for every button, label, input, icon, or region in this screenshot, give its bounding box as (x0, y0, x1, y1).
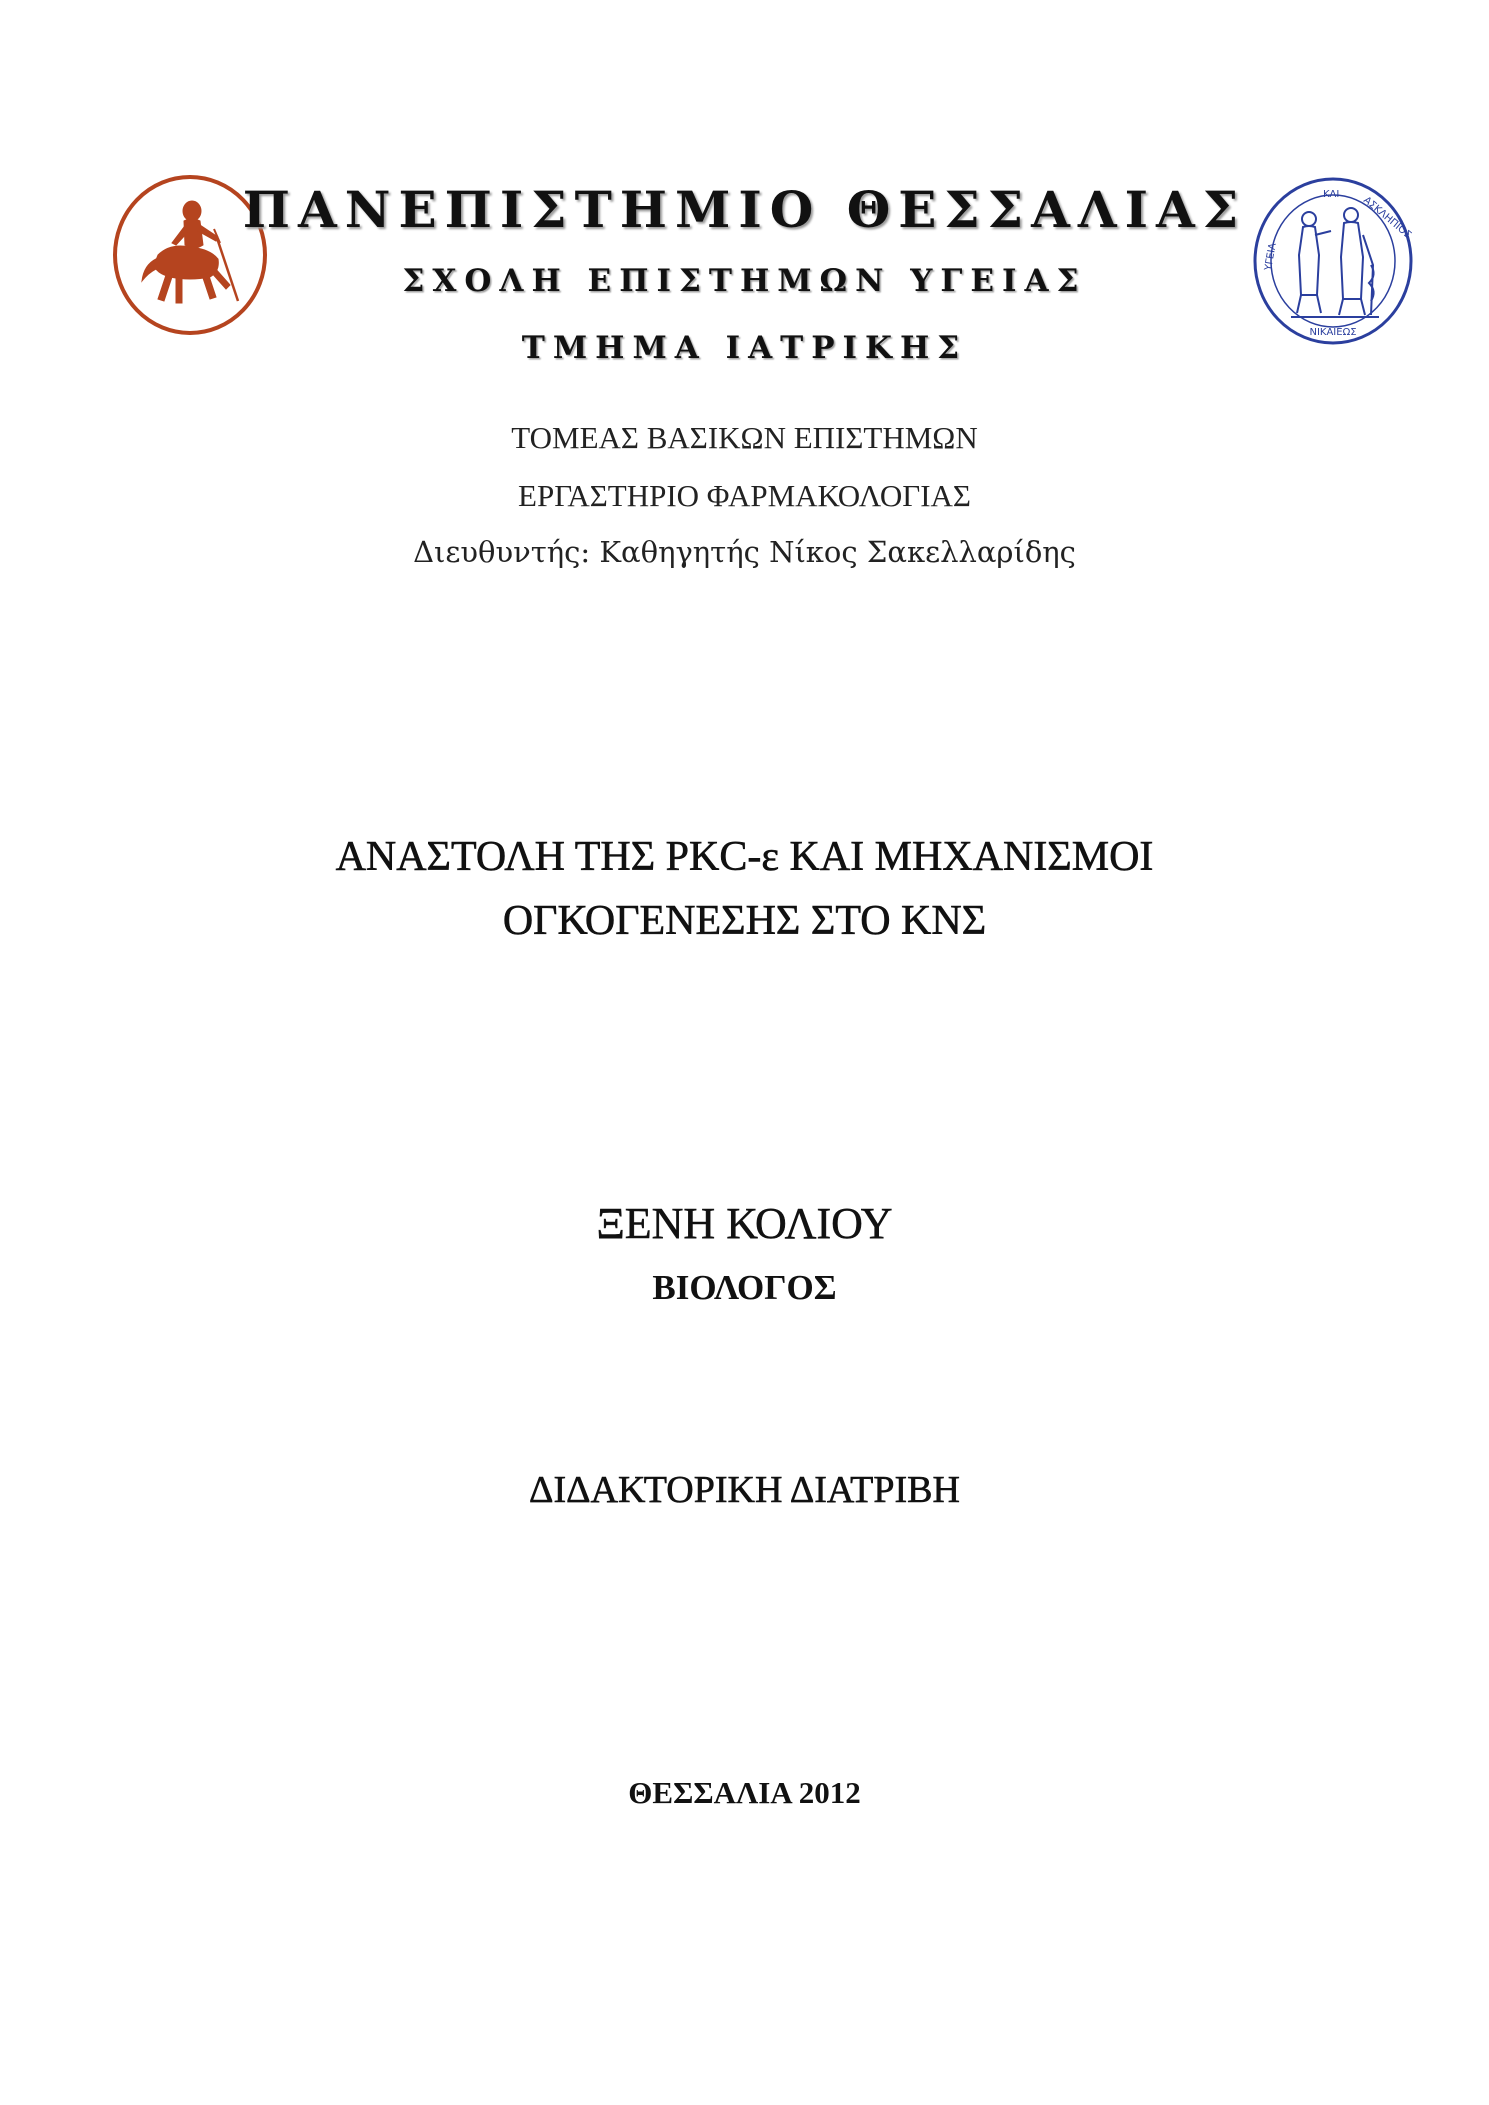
thesis-title-line-1: ΑΝΑΣΤΟΛΗ ΤΗΣ PKC-ε ΚΑΙ ΜΗΧΑΝΙΣΜΟΙ (335, 834, 1154, 880)
svg-text:ΥΓΕΙΑ: ΥΓΕΙΑ (1263, 242, 1279, 272)
svg-text:ΚΑΙ: ΚΑΙ (1323, 189, 1340, 200)
sector-name: ΤΟΜΕΑΣ ΒΑΣΙΚΩΝ ΕΠΙΣΤΗΜΩΝ (511, 420, 978, 455)
director-line: Διευθυντής: Καθηγητής Νίκος Σακελλαρίδης (413, 535, 1076, 569)
svg-text:ΝΙΚΑΙΕΩΣ: ΝΙΚΑΙΕΩΣ (1309, 327, 1357, 338)
thesis-title-line-2: ΟΓΚΟΓΕΝΕΣΗΣ ΣΤΟ ΚΝΣ (502, 898, 987, 944)
place-year: ΘΕΣΣΑΛΙΑ 2012 (628, 1775, 861, 1810)
svg-text:ΑΣΚΛΗΠΙΟΣ: ΑΣΚΛΗΠΙΟΣ (1361, 194, 1414, 242)
laboratory-name: ΕΡΓΑΣΤΗΡΙΟ ΦΑΡΜΑΚΟΛΟΓΙΑΣ (518, 478, 971, 513)
degree-type: ΔΙΔΑΚΤΟΡΙΚΗ ΔΙΑΤΡΙΒΗ (529, 1469, 960, 1511)
author-profession: ΒΙΟΛΟΓΟΣ (652, 1268, 837, 1307)
author-name: ΞΕΝΗ ΚΟΛΙΟΥ (596, 1199, 893, 1248)
department-name: ΤΜΗΜΑ ΙΑΤΡΙΚΗΣ (521, 330, 968, 366)
university-name: ΠΑΝΕΠΙΣΤΗΜΙΟ ΘΕΣΣΑΛΙΑΣ (242, 180, 1247, 239)
school-name: ΣΧΟΛΗ ΕΠΙΣΤΗΜΩΝ ΥΓΕΙΑΣ (402, 263, 1087, 299)
